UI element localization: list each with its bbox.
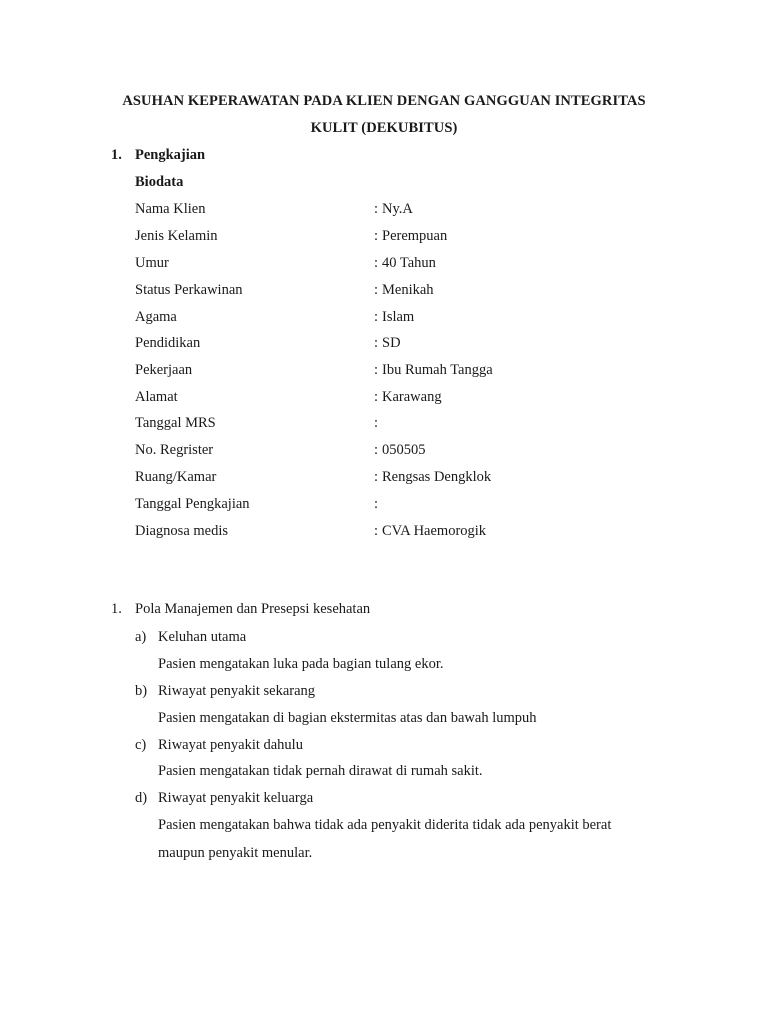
biodata-value: : 050505 bbox=[374, 442, 426, 458]
biodata-label: Tanggal MRS bbox=[135, 415, 216, 431]
biodata-value: : Karawang bbox=[374, 389, 442, 405]
list-letter: d) bbox=[135, 790, 148, 806]
biodata-value: : bbox=[374, 415, 379, 431]
list-item-title: Riwayat penyakit sekarang bbox=[158, 683, 316, 699]
biodata-value: : Ny.A bbox=[374, 201, 413, 217]
list-item-title: Riwayat penyakit keluarga bbox=[158, 790, 314, 806]
biodata-row bbox=[135, 442, 635, 462]
biodata-label: Tanggal Pengkajian bbox=[135, 496, 250, 512]
list-item-riwayat-dahulu bbox=[135, 737, 303, 754]
list-item-text: Pasien mengatakan bahwa tidak ada penyakit diderita tidak ada penyakit berat bbox=[158, 817, 612, 833]
list-item-text: Pasien mengatakan di bagian ekstermitas atas dan bawah lumpuh bbox=[158, 710, 537, 726]
list-letter: c) bbox=[135, 737, 147, 753]
biodata-heading: Biodata bbox=[135, 174, 184, 190]
biodata-label: No. Regrister bbox=[135, 442, 214, 458]
biodata-row bbox=[135, 255, 635, 275]
pola-number: 1. bbox=[111, 601, 122, 617]
list-item-text: maupun penyakit menular. bbox=[158, 845, 313, 861]
biodata-row bbox=[135, 523, 635, 543]
biodata-value: : Menikah bbox=[374, 282, 434, 298]
pola-heading bbox=[111, 601, 370, 618]
biodata-label: Nama Klien bbox=[135, 201, 206, 217]
biodata-value: : Rengsas Dengklok bbox=[374, 469, 492, 485]
biodata-value: : CVA Haemorogik bbox=[374, 523, 487, 539]
biodata-row bbox=[135, 415, 635, 435]
biodata-value: : Perempuan bbox=[374, 228, 448, 244]
biodata-label: Agama bbox=[135, 309, 177, 325]
list-item-riwayat-sekarang bbox=[135, 683, 315, 700]
biodata-row bbox=[135, 228, 635, 248]
biodata-value: : 40 Tahun bbox=[374, 255, 436, 271]
biodata-value: : Islam bbox=[374, 309, 415, 325]
biodata-row bbox=[135, 282, 635, 302]
biodata-row bbox=[135, 309, 635, 329]
biodata-value: : bbox=[374, 496, 379, 512]
biodata-row bbox=[135, 201, 635, 221]
list-item-text: Pasien mengatakan luka pada bagian tulang ekor. bbox=[158, 656, 444, 672]
list-item-riwayat-keluarga bbox=[135, 790, 313, 807]
biodata-row bbox=[135, 362, 635, 382]
list-letter: b) bbox=[135, 683, 148, 699]
biodata-label: Umur bbox=[135, 255, 169, 271]
biodata-row bbox=[135, 469, 635, 489]
list-item-title: Riwayat penyakit dahulu bbox=[158, 737, 303, 753]
list-item-title: Keluhan utama bbox=[158, 629, 247, 645]
biodata-label: Status Perkawinan bbox=[135, 282, 243, 298]
biodata-label: Ruang/Kamar bbox=[135, 469, 217, 485]
biodata-row bbox=[135, 389, 635, 409]
section-number: 1. bbox=[111, 147, 122, 163]
biodata-value: : Ibu Rumah Tangga bbox=[374, 362, 493, 378]
section-pengkajian-heading bbox=[111, 147, 205, 164]
pola-title: Pola Manajemen dan Presepsi kesehatan bbox=[135, 601, 371, 617]
biodata-label: Diagnosa medis bbox=[135, 523, 229, 539]
list-item-text: Pasien mengatakan tidak pernah dirawat di rumah sakit. bbox=[158, 763, 483, 779]
list-item-keluhan-utama bbox=[135, 629, 246, 646]
biodata-label: Pendidikan bbox=[135, 335, 201, 351]
biodata-label: Alamat bbox=[135, 389, 178, 405]
document-title-line-1: ASUHAN KEPERAWATAN PADA KLIEN DENGAN GANGGUAN INTEGRITAS bbox=[122, 93, 646, 109]
document-title-line-2: KULIT (DEKUBITUS) bbox=[310, 120, 458, 136]
section-title: Pengkajian bbox=[135, 147, 206, 163]
list-letter: a) bbox=[135, 629, 147, 645]
biodata-value: : SD bbox=[374, 335, 401, 351]
biodata-row bbox=[135, 496, 635, 516]
biodata-row bbox=[135, 335, 635, 355]
biodata-label: Jenis Kelamin bbox=[135, 228, 218, 244]
biodata-label: Pekerjaan bbox=[135, 362, 193, 378]
